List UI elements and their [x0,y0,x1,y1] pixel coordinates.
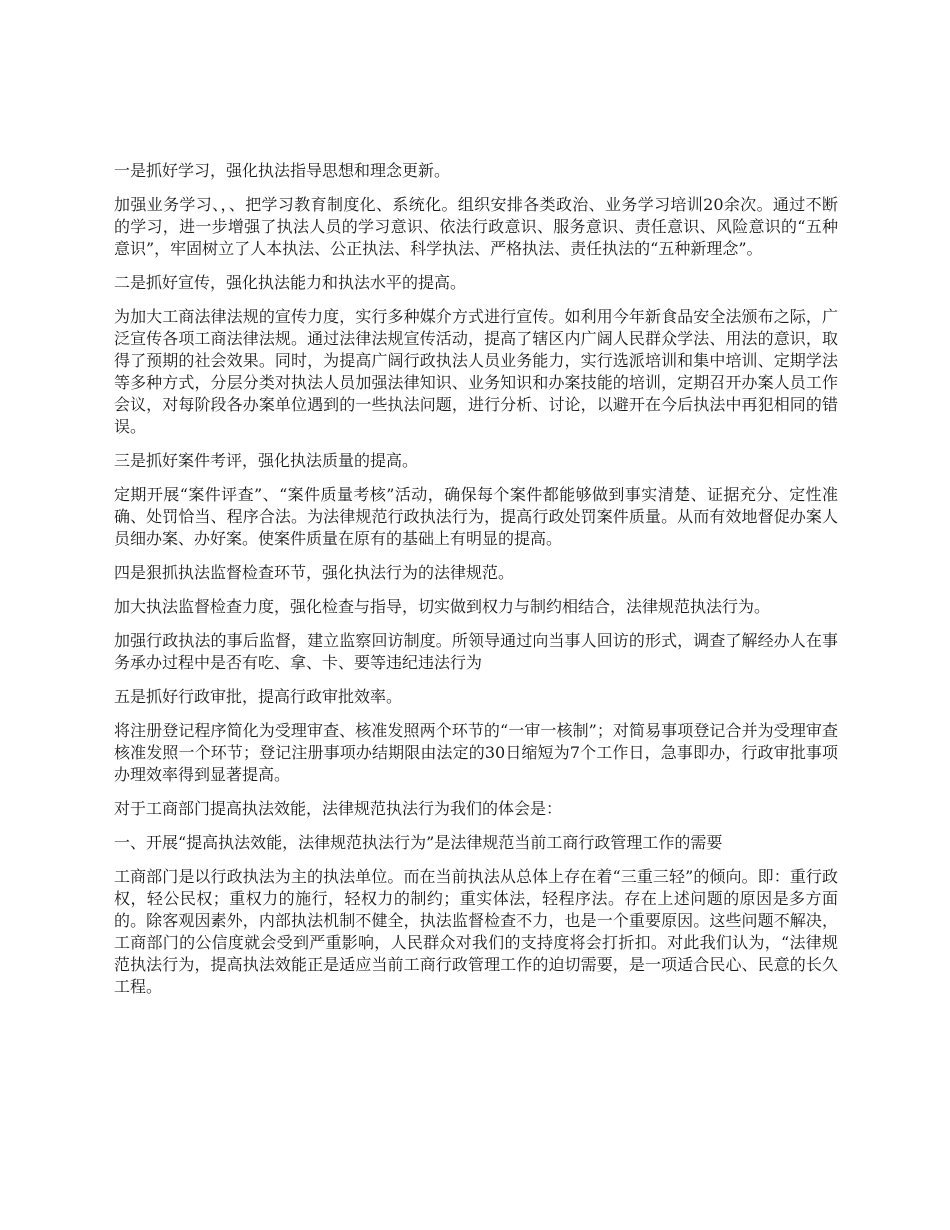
heading-5-approval: 五是抓好行政审批，提高行政审批效率。 [114,687,403,706]
heading-2-publicity: 二是抓好宣传，强化执法能力和执法水平的提高。 [114,273,467,292]
document-body [114,160,838,1010]
paragraph-case-review: 定期开展“案件评查”、“案件质量考核”活动，确保每个案件都能够做到事实清楚、证据充分、定性准确、处罚恰当、程序合法。为法律规范行政执法行为，提高行政处罚案件质量。从而有效地督促办案人员细办案、办好案。使案件质量在原有的基础上有明显的提高。 [114,485,838,548]
heading-4-supervision: 四是狠抓执法监督检查环节，强化执法行为的法律规范。 [114,563,515,582]
paragraph-approval: 将注册登记程序简化为受理审查、核准发照两个环节的“一审一核制”；对简易事项登记合并为受理审查核准发照一个环节；登记注册事项办结期限由法定的30日缩短为7个工作日，急事即办，行政审批事项办理效率得到显著提高。 [114,721,838,784]
paragraph-supervision: 加大执法监督检查力度，强化检查与指导，切实做到权力与制约相结合，法律规范执法行为。 [114,597,771,616]
paragraph-experience-intro: 对于工商部门提高执法效能，法律规范执法行为我们的体会是： [114,799,563,818]
heading-1-study: 一是抓好学习，强化执法指导思想和理念更新。 [114,161,451,180]
heading-experience-1: 一、开展“提高执法效能，法律规范执法行为”是法律规范当前工商行政管理工作的需要 [114,833,723,852]
heading-3-case-review: 三是抓好案件考评，强化执法质量的提高。 [114,451,419,470]
paragraph-publicity: 为加大工商法律法规的宣传力度，实行多种媒介方式进行宣传。如利用今年新食品安全法颁布之际，广泛宣传各项工商法律法规。通过法律法规宣传活动，提高了辖区内广阔人民群众学法、用法的意识，取得了预期的社会效果。同时，为提高广阔行政执法人员业务能力，实行选派培训和集中培训、定期学法等多种方式，分层分类对执法人员加强法律知识、业务知识和办案技能的培训，定期召开办案人员工作会议，对每阶段各办案单位遇到的一些执法问题，进行分析、讨论，以避开在今后执法中再犯相同的错误。 [114,307,838,436]
paragraph-experience-1: 工商部门是以行政执法为主的执法单位。而在当前执法从总体上存在着“三重三轻”的倾向。即：重行政权，轻公民权；重权力的施行，轻权力的制约；重实体法，轻程序法。存在上述问题的原因是多方面的。除客观因素外，内部执法机制不健全，执法监督检查不力，也是一个重要原因。这些问题不解决，工商部门的公信度就会受到严重影响，人民群众对我们的支持度将会打折扣。对此我们认为，“法律规范执法行为，提高执法效能正是适应当前工商行政管理工作的迫切需要，是一项适合民心、民意的长久工程。 [114,867,838,996]
paragraph-study: 加强业务学习、，、把学习教育制度化、系统化。组织安排各类政治、业务学习培训20余次。通过不断的学习，进一步增强了执法人员的学习意识、依法行政意识、服务意识、责任意识、风险意识的“五种意识”，牢固树立了人本执法、公正执法、科学执法、严格执法、责任执法的“五种新理念”。 [114,195,838,258]
paragraph-follow-up: 加强行政执法的事后监督，建立监察回访制度。所领导通过向当事人回访的形式，调查了解经办人在事务承办过程中是否有吃、拿、卡、要等违纪违法行为 [114,631,838,672]
